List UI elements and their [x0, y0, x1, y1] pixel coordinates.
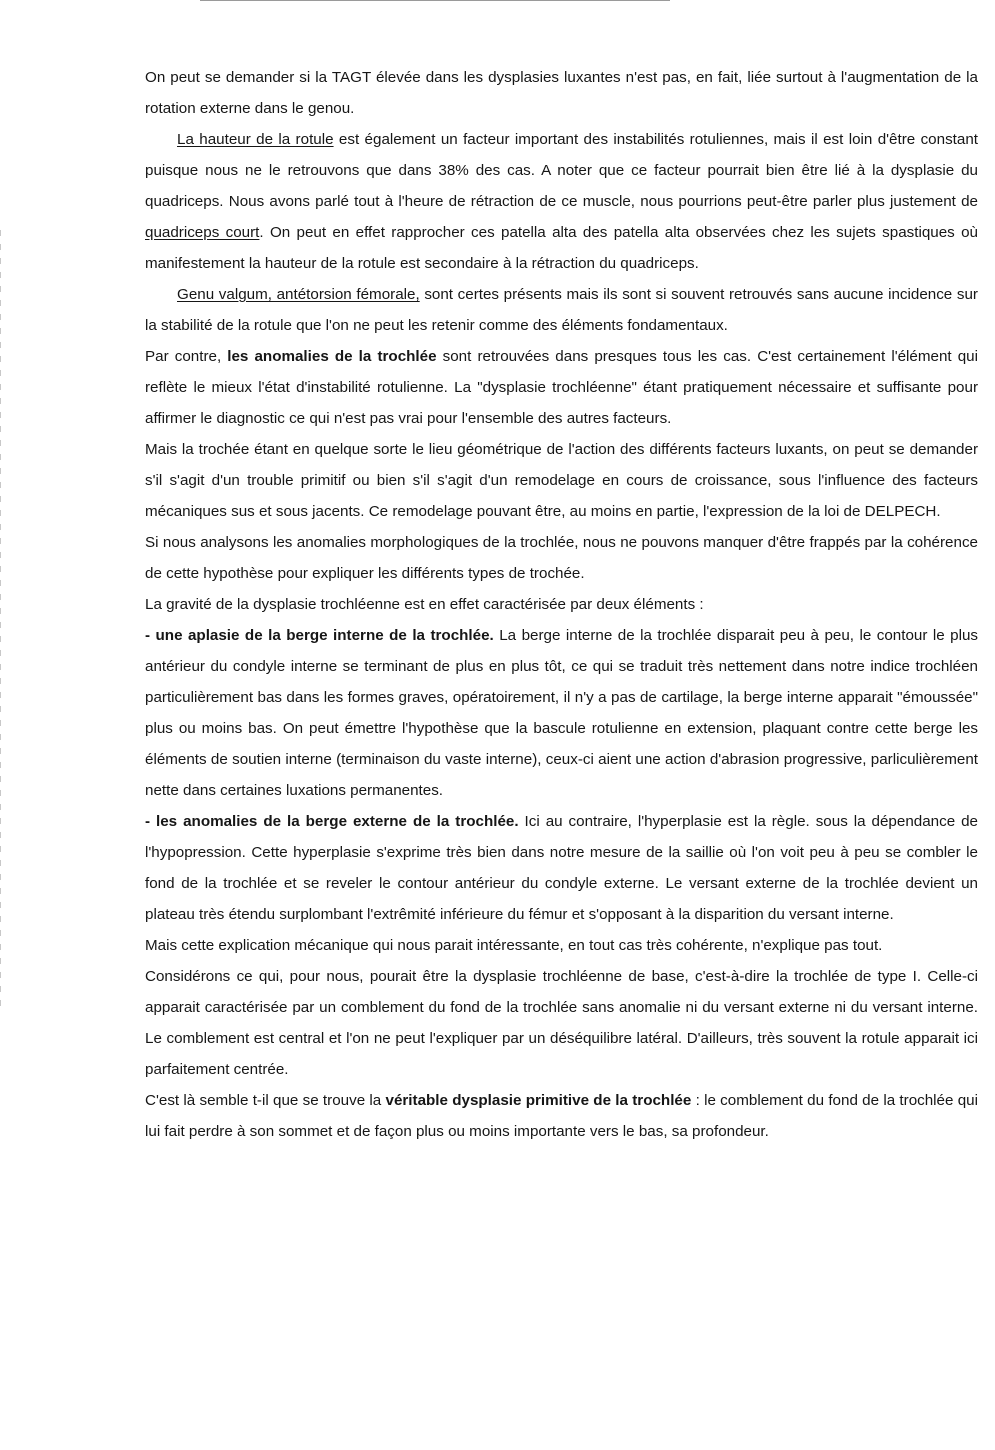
scan-top-rule — [200, 0, 670, 1]
text-run: Mais cette explication mécanique qui nous parait intéressante, en tout cas très cohérente, n'explique pas tout. — [145, 937, 883, 954]
text-run: On peut se demander si la TAGT élevée dans les dysplasies luxantes n'est pas, en fait, liée surtout à l'augmentation de la rotation externe dans le genou. — [145, 69, 978, 117]
paragraph — [145, 434, 978, 527]
text-run: : le comblement du fond de la trochlée qui lui fait perdre à son sommet et de façon plus ou moins importante vers le bas, sa profondeur. — [145, 1092, 978, 1140]
text-run: Par contre, — [145, 348, 228, 365]
body-text — [145, 62, 978, 1147]
paragraph — [145, 961, 978, 1085]
bold-term: - les anomalies de la berge externe de la trochlée. — [145, 813, 519, 830]
text-run: sont retrouvées dans presques tous les cas. C'est certainement l'élément qui reflète le mieux l'état d'instabilité rotulienne. La "dysplasie trochléenne" étant pratiquement nécessaire et suffisante pour affirmer le diagnostic ce qui n'est pas vrai pour l'ensemble des autres facteurs. — [145, 348, 978, 427]
paragraph — [145, 806, 978, 930]
bold-term: - une aplasie de la berge interne de la trochlée. — [145, 627, 494, 644]
text-run: sont certes présents mais ils sont si souvent retrouvés sans aucune incidence sur la stabilité de la rotule que l'on ne peut les retenir comme des éléments fondamentaux. — [145, 286, 978, 334]
paragraph — [145, 930, 978, 961]
text-run: La berge interne de la trochlée disparait peu à peu, le contour le plus antérieur du condyle interne se terminant de plus en plus tôt, ce qui se traduit très nettement dans notre indice trochléen particulièrement bas dans les formes graves, opératoirement, il n'y a pas de cartilage, la berge interne apparait "émoussée" plus ou moins bas. On peut émettre l'hypothèse que la bascule rotulienne en extension, plaquant contre cette berge les éléments de soutien interne (terminaison du vaste interne), ceux-ci aient une action d'abrasion progressive, parliculièrement nette dans certaines luxations permanentes. — [145, 627, 978, 799]
paragraph — [145, 527, 978, 589]
bold-term: les anomalies de la trochlée — [227, 348, 437, 365]
underlined-term: quadriceps court — [145, 224, 260, 241]
paragraph — [145, 62, 978, 124]
text-run: Ici au contraire, l'hyperplasie est la règle. sous la dépendance de l'hypopression. Cette hyperplasie s'exprime très bien dans notre mesure de la saillie où l'on voit peu à peu se combler le fond de la trochlée et se reveler le contour antérieur du condyle externe. Le versant externe de la trochlée devient un plateau très étendu surplombant l'extrêmité inférieure du fémur et s'opposant à la disparition du versant interne. — [145, 813, 978, 923]
text-run: Considérons ce qui, pour nous, pourait être la dysplasie trochléenne de base, c'est-à-dire la trochlée de type I. Celle-ci apparait caractérisée par un comblement du fond de la trochlée sans anomalie ni du versant externe ni du versant interne. Le comblement est central et l'on ne peut l'expliquer par un déséquilibre latéral. D'ailleurs, très souvent la rotule apparait ici parfaitement centrée. — [145, 968, 978, 1078]
text-run: Mais la trochée étant en quelque sorte le lieu géométrique de l'action des différents facteurs luxants, on peut se demander s'il s'agit d'un trouble primitif ou bien s'il s'agit d'un remodelage en cours de croissance, sous l'influence des facteurs mécaniques sus et sous jacents. Ce remodelage pouvant être, au moins en partie, l'expression de la loi de DELPECH. — [145, 441, 978, 520]
underlined-term: La hauteur de la rotule — [177, 131, 334, 148]
text-run: Si nous analysons les anomalies morphologiques de la trochlée, nous ne pouvons manquer d'être frappés par la cohérence de cette hypothèse pour expliquer les différents types de trochée. — [145, 534, 978, 582]
paragraph — [145, 589, 978, 620]
text-run: . On peut en effet rapprocher ces patella alta des patella alta observées chez les sujets spastiques où manifestement la hauteur de la rotule est secondaire à la rétraction du quadriceps. — [145, 224, 978, 272]
paragraph — [145, 279, 978, 341]
paragraph — [145, 341, 978, 434]
text-run: est également un facteur important des instabilités rotuliennes, mais il est loin d'être constant puisque nous ne le retrouvons que dans 38% des cas. A noter que ce facteur pourrait bien être lié à la dysplasie du quadriceps. Nous avons parlé tout à l'heure de rétraction de ce muscle, nous pourrions peut-être parler plus justement de — [145, 131, 978, 210]
scan-left-margin-marks — [0, 230, 1, 1010]
text-run: C'est là semble t-il que se trouve la — [145, 1092, 386, 1109]
bold-term: véritable dysplasie primitive de la trochlée — [385, 1092, 692, 1109]
text-run: La gravité de la dysplasie trochléenne est en effet caractérisée par deux éléments : — [145, 596, 704, 613]
paragraph — [145, 1085, 978, 1147]
paragraph — [145, 124, 978, 279]
paragraph — [145, 620, 978, 806]
underlined-term: Genu valgum, antétorsion fémorale, — [177, 286, 420, 303]
